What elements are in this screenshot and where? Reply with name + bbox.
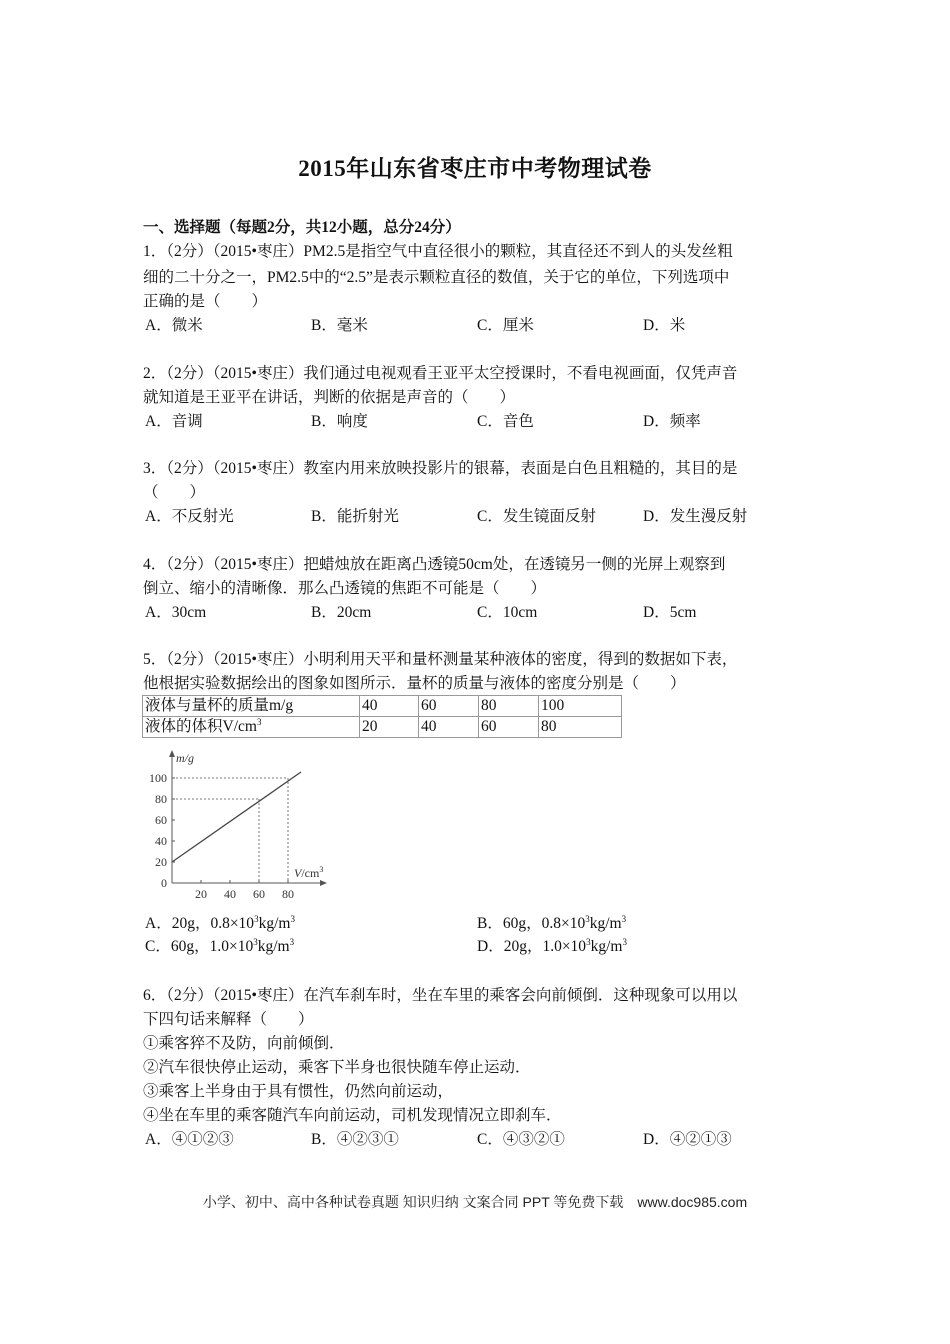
option-c[interactable]: C．发生镜面反射 <box>477 508 596 525</box>
y-axis-title: m/g <box>176 751 194 765</box>
option-unit: kg/m <box>258 915 291 932</box>
question-text-line: 5．（2分）（2015•枣庄）小明利用天平和量杯测量某种液体的密度，得到的数据如下表， <box>143 651 738 668</box>
question-text-line: 4．（2分）（2015•枣庄）把蜡烛放在距离凸透镜50cm处，在透镜另一侧的光屏上观察到 <box>143 556 726 573</box>
option-a[interactable]: A．④①②③ <box>145 1131 234 1148</box>
option-b[interactable]: B．20cm <box>311 604 372 621</box>
footer-text: 小学、初中、高中各种试卷真题 知识归纳 文案合同 PPT 等免费下载 www.doc985.com <box>202 1194 748 1210</box>
table-cell-label: 液体与量杯的质量m/g <box>143 696 360 717</box>
option-d[interactable]: D．发生漫反射 <box>643 508 748 525</box>
table-row <box>143 717 622 738</box>
y-axis-arrow-icon <box>169 750 175 757</box>
option-c[interactable]: C．厘米 <box>477 317 534 334</box>
page-title: 2015年山东省枣庄市中考物理试卷 <box>298 156 652 181</box>
option-c[interactable]: C．10cm <box>477 604 538 621</box>
option-unit: kg/m <box>589 915 622 932</box>
option-unit-exponent: 3 <box>622 937 627 947</box>
question-text-line: 倒立、缩小的清晰像．那么凸透镜的焦距不可能是（ ） <box>143 580 547 597</box>
svg-text:80: 80 <box>282 887 294 901</box>
option-unit: kg/m <box>257 938 290 955</box>
question-text-line: 3．（2分）（2015•枣庄）教室内用来放映投影片的银幕，表面是白色且粗糙的，其目的是 <box>143 460 738 477</box>
table-cell: 60 <box>419 696 479 717</box>
option-b[interactable]: B．响度 <box>311 413 368 430</box>
x-tick-labels <box>195 887 294 901</box>
table-cell: 80 <box>539 717 622 738</box>
question-text-line: 正确的是（ ） <box>143 293 268 310</box>
svg-text:0: 0 <box>161 876 167 890</box>
table-cell: 80 <box>479 696 539 717</box>
question-text-line: 下四句话来解释（ ） <box>143 1011 314 1028</box>
data-line <box>172 772 301 862</box>
option-a[interactable]: A．音调 <box>145 413 203 430</box>
label-text: 液体的体积V/cm <box>145 718 257 735</box>
mass-volume-chart <box>143 748 343 903</box>
option-text: B．60g，0.8×10 <box>477 915 586 932</box>
option-exponent: 3 <box>253 937 258 947</box>
option-exponent: 3 <box>586 937 591 947</box>
section-heading: 一、选择题（每题2分，共12小题，总分24分） <box>143 219 461 236</box>
option-unit-exponent: 3 <box>621 914 627 924</box>
svg-text:40: 40 <box>155 834 167 848</box>
svg-text:60: 60 <box>253 887 265 901</box>
option-c[interactable]: C．④③②① <box>477 1131 565 1148</box>
question-text-line: 1．（2分）（2015•枣庄）PM2.5是指空气中直径很小的颗粒，其直径还不到人的头发丝粗 <box>143 243 733 260</box>
option-b[interactable]: B．能折射光 <box>311 508 399 525</box>
option-a[interactable]: A．不反射光 <box>145 508 234 525</box>
table-cell: 60 <box>479 717 539 738</box>
option-a[interactable]: A．微米 <box>145 317 203 334</box>
svg-text:80: 80 <box>155 792 167 806</box>
option-c[interactable]: C．音色 <box>477 413 534 430</box>
x-axis-title: $V/cm^3$ <box>294 865 324 880</box>
statement-4: ④坐在车里的乘客随汽车向前运动，司机发现情况立即刹车． <box>143 1107 562 1124</box>
option-d[interactable] <box>477 937 627 957</box>
option-unit: kg/m <box>590 938 623 955</box>
svg-text:20: 20 <box>195 887 207 901</box>
table-row <box>143 696 622 717</box>
statement-2: ②汽车很快停止运动，乘客下半身也很快随车停止运动． <box>143 1059 531 1076</box>
option-d[interactable]: D．④②①③ <box>643 1131 732 1148</box>
question-text-line: 他根据实验数据绘出的图象如图所示．量杯的质量与液体的密度分别是（ ） <box>143 675 686 692</box>
label-exponent: 3 <box>256 717 262 727</box>
svg-text:20: 20 <box>155 855 167 869</box>
question-text-line: 2．（2分）（2015•枣庄）我们通过电视观看王亚平太空授课时，不看电视画面，仅凭声音 <box>143 365 738 382</box>
option-b[interactable]: B．④②③① <box>311 1131 399 1148</box>
y-tick-labels <box>149 771 167 890</box>
option-d[interactable]: D．5cm <box>643 604 697 621</box>
question-text-line: 细的二十分之一，PM2.5中的“2.5”是表示颗粒直径的数值，关于它的单位，下列选项中 <box>143 269 730 286</box>
option-text: D．20g，1.0×10 <box>477 938 587 955</box>
svg-text:60: 60 <box>155 813 167 827</box>
svg-text:100: 100 <box>149 771 167 785</box>
table-cell: 40 <box>419 717 479 738</box>
option-exponent: 3 <box>254 914 259 924</box>
option-exponent: 3 <box>585 914 590 924</box>
table-cell-label <box>143 717 360 738</box>
question-text-line: 就知道是王亚平在讲话，判断的依据是声音的（ ） <box>143 389 516 406</box>
option-unit-exponent: 3 <box>289 937 295 947</box>
data-table <box>142 695 622 738</box>
table-cell: 40 <box>360 696 419 717</box>
x-axis-arrow-icon <box>320 880 327 886</box>
option-b[interactable] <box>477 914 626 934</box>
option-c[interactable] <box>145 937 294 957</box>
option-a[interactable]: A．30cm <box>145 604 207 621</box>
option-text: A．20g，0.8×10 <box>145 915 255 932</box>
svg-text:40: 40 <box>224 887 236 901</box>
option-b[interactable]: B．毫米 <box>311 317 368 334</box>
option-unit-exponent: 3 <box>290 914 295 924</box>
statement-3: ③乘客上半身由于具有惯性，仍然向前运动， <box>143 1083 454 1100</box>
option-text: C．60g，1.0×10 <box>145 938 254 955</box>
question-text-line: （ ） <box>143 484 206 501</box>
statement-1: ①乘客猝不及防，向前倾倒． <box>143 1035 345 1052</box>
question-text-line: 6．（2分）（2015•枣庄）在汽车刹车时，坐在车里的乘客会向前倾倒．这种现象可以用以 <box>143 987 738 1004</box>
table-cell: 100 <box>539 696 622 717</box>
option-d[interactable]: D．米 <box>643 317 686 334</box>
table-cell: 20 <box>360 717 419 738</box>
option-d[interactable]: D．频率 <box>643 413 701 430</box>
option-a[interactable] <box>145 914 295 934</box>
